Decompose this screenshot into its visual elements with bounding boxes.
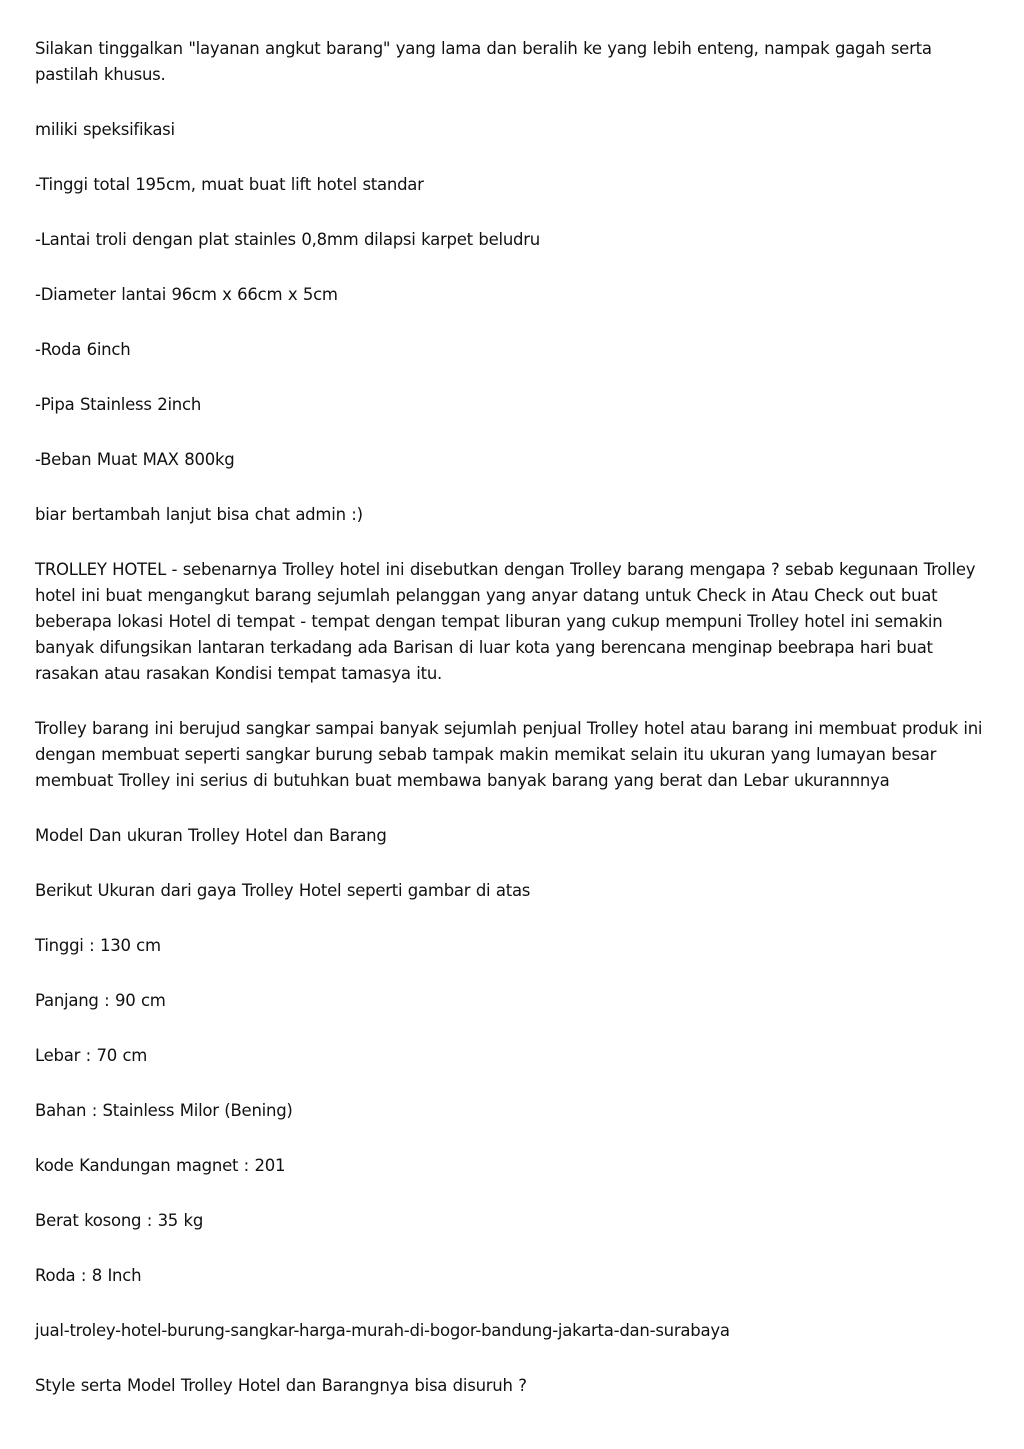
size-width: Lebar : 70 cm	[35, 1046, 148, 1065]
spec-item-diameter: -Diameter lantai 96cm x 66cm x 5cm	[35, 285, 338, 304]
spec-item-height: -Tinggi total 195cm, muat buat lift hotel standar	[35, 175, 424, 194]
size-length: Panjang : 90 cm	[35, 991, 166, 1010]
size-wheel: Roda : 8 Inch	[35, 1266, 142, 1285]
size-intro: Berikut Ukuran dari gaya Trolley Hotel seperti gambar di atas	[35, 881, 531, 900]
spec-heading: miliki speksifikasi	[35, 120, 175, 139]
spec-item-floor: -Lantai troli dengan plat stainles 0,8mm dilapsi karpet beludru	[35, 230, 540, 249]
closing-question: Style serta Model Trolley Hotel dan Barangnya bisa disuruh ?	[35, 1376, 527, 1395]
trolley-barang-paragraph: Trolley barang ini berujud sangkar sampai banyak sejumlah penjual Trolley hotel atau barang ini membuat produk ini dengan membuat seperti sangkar burung sebab tampak makin memikat selain itu ukuran yang lumayan besar membuat Trolley ini serius di butuhkan buat membawa banyak barang yang berat dan Lebar ukurannnya	[35, 719, 983, 790]
spec-item-wheel: -Roda 6inch	[35, 340, 131, 359]
size-empty-weight: Berat kosong : 35 kg	[35, 1211, 204, 1230]
spec-item-load: -Beban Muat MAX 800kg	[35, 450, 235, 469]
model-heading: Model Dan ukuran Trolley Hotel dan Barang	[35, 826, 387, 845]
size-height: Tinggi : 130 cm	[35, 936, 161, 955]
slug-line: jual-troley-hotel-burung-sangkar-harga-murah-di-bogor-bandung-jakarta-dan-surabaya	[35, 1321, 730, 1340]
size-material: Bahan : Stainless Milor (Bening)	[35, 1101, 293, 1120]
size-magnet-code: kode Kandungan magnet : 201	[35, 1156, 286, 1175]
trolley-hotel-paragraph: TROLLEY HOTEL - sebenarnya Trolley hotel ini disebutkan dengan Trolley barang mengapa ? sebab kegunaan Trolley hotel ini buat mengangkut barang sejumlah pelanggan yang anyar datang untuk Check in Atau Check out buat beberapa lokasi Hotel di tempat - tempat dengan tempat liburan yang cukup mempuni Trolley hotel ini semakin banyak difungsikan lantaran terkadang ada Barisan di luar kota yang berencana menginap beebrapa hari buat rasakan atau rasakan Kondisi tempat tamasya itu.	[35, 560, 976, 683]
spec-item-pipe: -Pipa Stainless 2inch	[35, 395, 202, 414]
contact-note: biar bertambah lanjut bisa chat admin :)	[35, 505, 363, 524]
intro-paragraph: Silakan tinggalkan "layanan angkut barang" yang lama dan beralih ke yang lebih enteng, nampak gagah serta pastilah khusus.	[35, 39, 932, 84]
document-body	[35, 36, 995, 1428]
